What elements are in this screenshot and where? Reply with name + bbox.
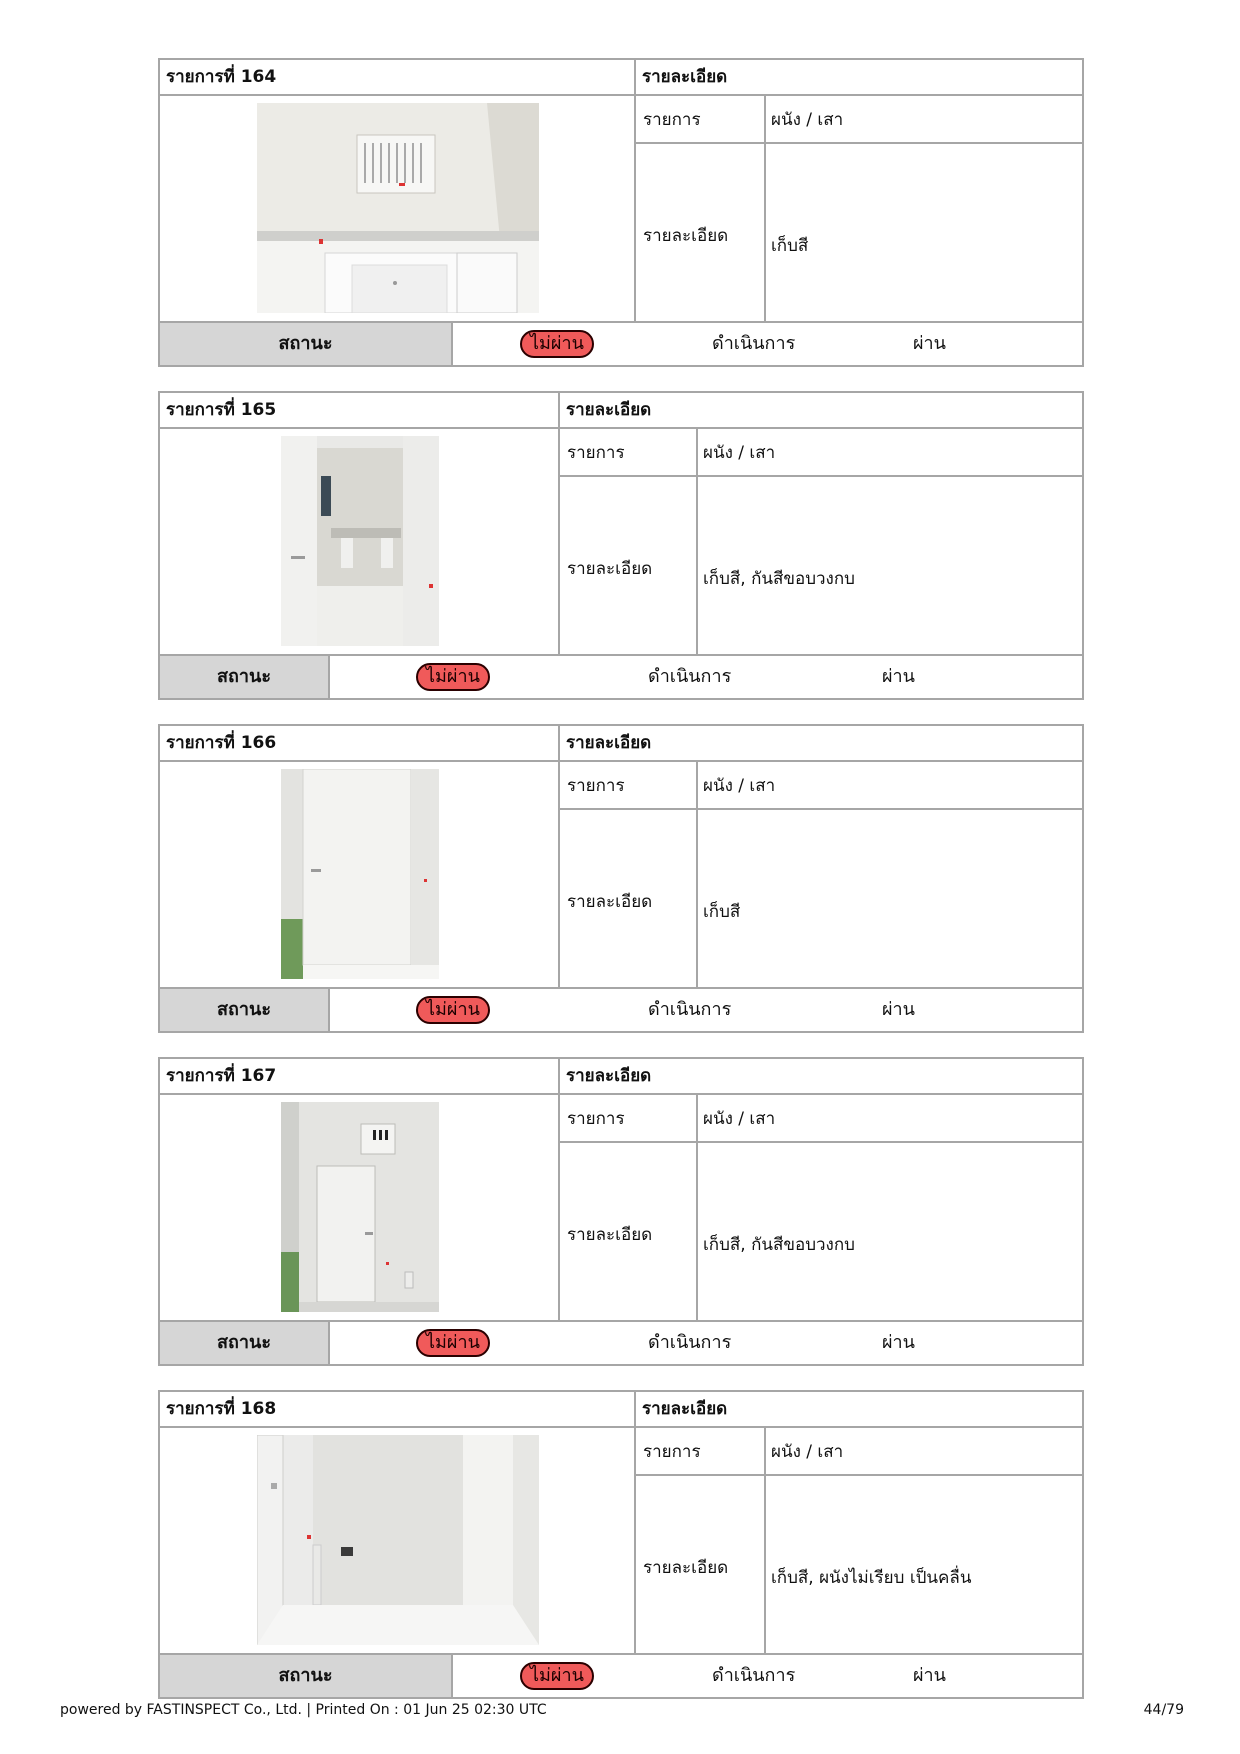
status-inprogress[interactable]: ดำเนินการ [648, 666, 732, 687]
inspection-item-165 [158, 391, 1084, 700]
list-label: รายการ [567, 443, 625, 463]
list-value: ผนัง / เสา [703, 1109, 776, 1129]
item-header-row [160, 726, 1082, 762]
status-row [160, 987, 1082, 1031]
list-value: ผนัง / เสา [771, 110, 844, 130]
detail-label: รายละเอียด [643, 1558, 729, 1578]
status-fail-badge[interactable]: ไม่ผ่าน [416, 1329, 490, 1357]
status-inprogress[interactable]: ดำเนินการ [712, 1665, 796, 1686]
status-pass[interactable]: ผ่าน [913, 333, 946, 354]
status-pass[interactable]: ผ่าน [882, 1332, 915, 1353]
status-row [160, 321, 1082, 365]
detail-label: รายละเอียด [567, 1225, 653, 1245]
status-label: สถานะ [160, 1655, 453, 1697]
detail-label: รายละเอียด [567, 559, 653, 579]
list-label: รายการ [567, 776, 625, 796]
status-row [160, 1653, 1082, 1697]
inspection-item-164 [158, 58, 1084, 367]
status-fail-badge[interactable]: ไม่ผ่าน [520, 1662, 594, 1690]
status-pass[interactable]: ผ่าน [882, 666, 915, 687]
status-row [160, 1320, 1082, 1364]
status-inprogress[interactable]: ดำเนินการ [648, 999, 732, 1020]
item-header-row [160, 1392, 1082, 1428]
item-title: รายการที่ 164 [166, 67, 277, 87]
page-number: 44/79 [1143, 1702, 1184, 1718]
status-pass[interactable]: ผ่าน [882, 999, 915, 1020]
footer-credit: powered by FASTINSPECT Co., Ltd. | Printed On : 01 Jun 25 02:30 UTC [60, 1702, 547, 1718]
photo-doorway-kitchen[interactable] [281, 436, 439, 646]
status-label: สถานะ [160, 323, 453, 365]
status-fail-badge[interactable]: ไม่ผ่าน [416, 663, 490, 691]
item-title: รายการที่ 167 [166, 1066, 277, 1086]
inspection-item-167 [158, 1057, 1084, 1366]
photo-empty-room[interactable] [257, 1435, 539, 1645]
photo-white-door[interactable] [281, 769, 439, 979]
list-label: รายการ [567, 1109, 625, 1129]
list-value: ผนัง / เสา [703, 776, 776, 796]
status-row [160, 654, 1082, 698]
list-value: ผนัง / เสา [703, 443, 776, 463]
status-inprogress[interactable]: ดำเนินการ [648, 1332, 732, 1353]
item-title: รายการที่ 168 [166, 1399, 277, 1419]
detail-header: รายละเอียด [642, 67, 728, 87]
item-title: รายการที่ 165 [166, 400, 277, 420]
item-header-row [160, 60, 1082, 96]
item-header-row [160, 1059, 1082, 1095]
detail-value: เก็บสี [703, 902, 741, 922]
detail-label: รายละเอียด [567, 892, 653, 912]
detail-value: เก็บสี, ผนังไม่เรียบ เป็นคลื่น [771, 1568, 972, 1588]
detail-header: รายละเอียด [566, 400, 652, 420]
item-title: รายการที่ 166 [166, 733, 277, 753]
inspection-item-166 [158, 724, 1084, 1033]
detail-value: เก็บสี, กันสีขอบวงกบ [703, 569, 855, 589]
inspection-item-168 [158, 1390, 1084, 1699]
detail-label: รายละเอียด [643, 226, 729, 246]
detail-header: รายละเอียด [566, 733, 652, 753]
status-inprogress[interactable]: ดำเนินการ [712, 333, 796, 354]
list-value: ผนัง / เสา [771, 1442, 844, 1462]
item-header-row [160, 393, 1082, 429]
status-label: สถานะ [160, 1322, 330, 1364]
status-fail-badge[interactable]: ไม่ผ่าน [520, 330, 594, 358]
status-label: สถานะ [160, 989, 330, 1031]
photo-exhaust-fan-wall[interactable] [257, 103, 539, 313]
detail-value: เก็บสี [771, 236, 809, 256]
status-label: สถานะ [160, 656, 330, 698]
detail-header: รายละเอียด [566, 1066, 652, 1086]
list-label: รายการ [643, 1442, 701, 1462]
detail-header: รายละเอียด [642, 1399, 728, 1419]
photo-exterior-door[interactable] [281, 1102, 439, 1312]
list-label: รายการ [643, 110, 701, 130]
detail-value: เก็บสี, กันสีขอบวงกบ [703, 1235, 855, 1255]
status-fail-badge[interactable]: ไม่ผ่าน [416, 996, 490, 1024]
status-pass[interactable]: ผ่าน [913, 1665, 946, 1686]
